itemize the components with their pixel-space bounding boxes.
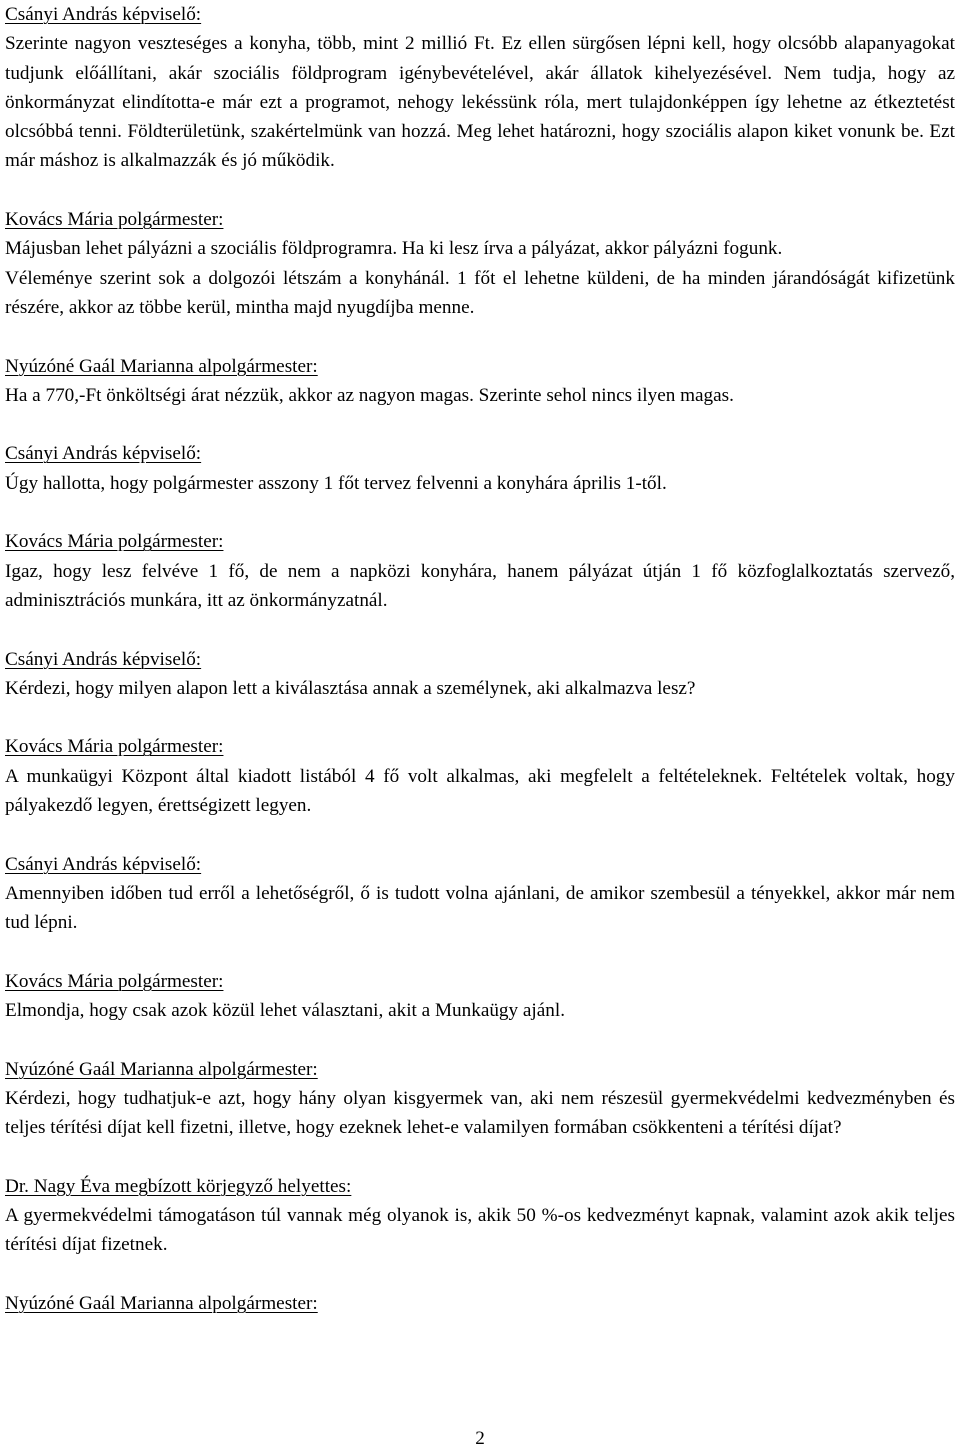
- spacer: [5, 498, 955, 527]
- speaker-label: Kovács Mária polgármester:: [5, 209, 224, 231]
- speech-block: [5, 1172, 955, 1260]
- speaker-label: Kovács Mária polgármester:: [5, 970, 224, 992]
- spacer: [5, 176, 955, 205]
- spacer: [5, 615, 955, 644]
- speaker-label: Csányi András képviselő:: [5, 853, 202, 875]
- speech-block: [5, 732, 955, 820]
- speaker-label: Nyúzóné Gaál Marianna alpolgármester:: [5, 355, 318, 377]
- speech-text-part: Szerinte nagyon veszteséges a konyha, több, mint 2 millió Ft. Ez ellen sürgősen lépni kell, hogy olcsóbb alapanyagokat tudjunk előállítani, akár szociális földprogram igénybevételével, akár állatok kihelyezésével. Nem tudja, hogy az önkormányzat elindította-e már ezt a programot, nehogy lekéssünk róla, mert tulajdonképpen így lehetne az étkeztetést olcsóbbá tenni. Földterületünk, szakértelmünk van hozzá. Meg lehet határozni, hogy szociális alapon kiket vonunk be. Ezt már máshoz is alkalmazzák és jó működik.: [5, 33, 955, 172]
- spacer: [5, 703, 955, 732]
- speech-block: [5, 1289, 955, 1318]
- page-number: 2: [475, 1428, 485, 1449]
- speech-block: [5, 205, 955, 322]
- speaker-label: Nyúzóné Gaál Marianna alpolgármester:: [5, 1293, 318, 1315]
- speech-paragraph: A munkaügyi Központ által kiadott listából 4 fő volt alkalmas, aki megfelelt a feltételeknek. Feltételek voltak, hogy pályakezdő legyen, érettségizett legyen.: [5, 765, 955, 817]
- spacer: [5, 1260, 955, 1289]
- speech-block: [5, 1055, 955, 1143]
- speaker-label: Csányi András képviselő:: [5, 648, 202, 670]
- spacer: [5, 1143, 955, 1172]
- speech-paragraph: [5, 29, 955, 175]
- spacer: [5, 1025, 955, 1054]
- speech-block: [5, 967, 955, 1026]
- speech-block: [5, 527, 955, 615]
- speaker-label: Kovács Mária polgármester:: [5, 531, 224, 553]
- speaker-label: Csányi András képviselő:: [5, 443, 202, 465]
- spacer: [5, 820, 955, 849]
- spacer: [5, 322, 955, 351]
- speech-paragraph: Elmondja, hogy csak azok közül lehet választani, akit a Munkaügy ajánl.: [5, 1000, 565, 1022]
- speech-paragraph: A gyermekvédelmi támogatáson túl vannak még olyanok is, akik 50 %-os kedvezményt kapnak, valamint azok akik teljes térítési díjat fizetnek.: [5, 1205, 955, 1256]
- speech-paragraph: Ha a 770,-Ft önköltségi árat nézzük, akkor az nagyon magas. Szerinte sehol nincs ilyen magas.: [5, 384, 734, 406]
- speech-block: [5, 439, 955, 498]
- speech-paragraph: Kérdezi, hogy tudhatjuk-e azt, hogy hány olyan kisgyermek van, aki nem részesül gyermekvédelmi kedvezményben és teljes térítési díjat kell fizetni, illetve, hogy ezeknek lehet-e valamilyen formában csökkenteni a térítési díjat?: [5, 1087, 955, 1139]
- speaker-label: Nyúzóné Gaál Marianna alpolgármester:: [5, 1058, 318, 1080]
- speaker-label: Csányi András képviselő:: [5, 4, 202, 25]
- speech-paragraph: Úgy hallotta, hogy polgármester asszony 1 főt tervez felvenni a konyhára április 1-től.: [5, 472, 667, 494]
- speaker-label: Kovács Mária polgármester:: [5, 736, 224, 758]
- speech-block: [5, 850, 955, 938]
- speech-block: [5, 645, 955, 704]
- speech-paragraph: Igaz, hogy lesz felvéve 1 fő, de nem a napközi konyhára, hanem pályázat útján 1 fő közfoglalkoztatás szervező, adminisztrációs munkára, itt az önkormányzatnál.: [5, 560, 955, 611]
- speech-paragraph: Amennyiben időben tud erről a lehetőségről, ő is tudott volna ajánlani, de amikor szembesül a tényekkel, akkor már nem tud lépni.: [5, 882, 955, 934]
- speech-paragraph: Kérdezi, hogy milyen alapon lett a kiválasztása annak a személynek, aki alkalmazva lesz?: [5, 677, 696, 699]
- speech-block: [5, 0, 955, 176]
- speech-paragraph: Véleménye szerint sok a dolgozói létszám a konyhánál. 1 főt el lehetne küldeni, de ha minden járandóságát kifizetünk részére, akkor az többe kerül, mintha majd nyugdíjba menne.: [5, 267, 955, 318]
- speaker-label: Dr. Nagy Éva megbízott körjegyző helyettes:: [5, 1175, 352, 1197]
- speech-paragraph: Májusban lehet pályázni a szociális földprogramra. Ha ki lesz írva a pályázat, akkor pályázni fogunk.: [5, 238, 783, 260]
- speech-block: [5, 352, 955, 411]
- spacer: [5, 410, 955, 439]
- spacer: [5, 938, 955, 967]
